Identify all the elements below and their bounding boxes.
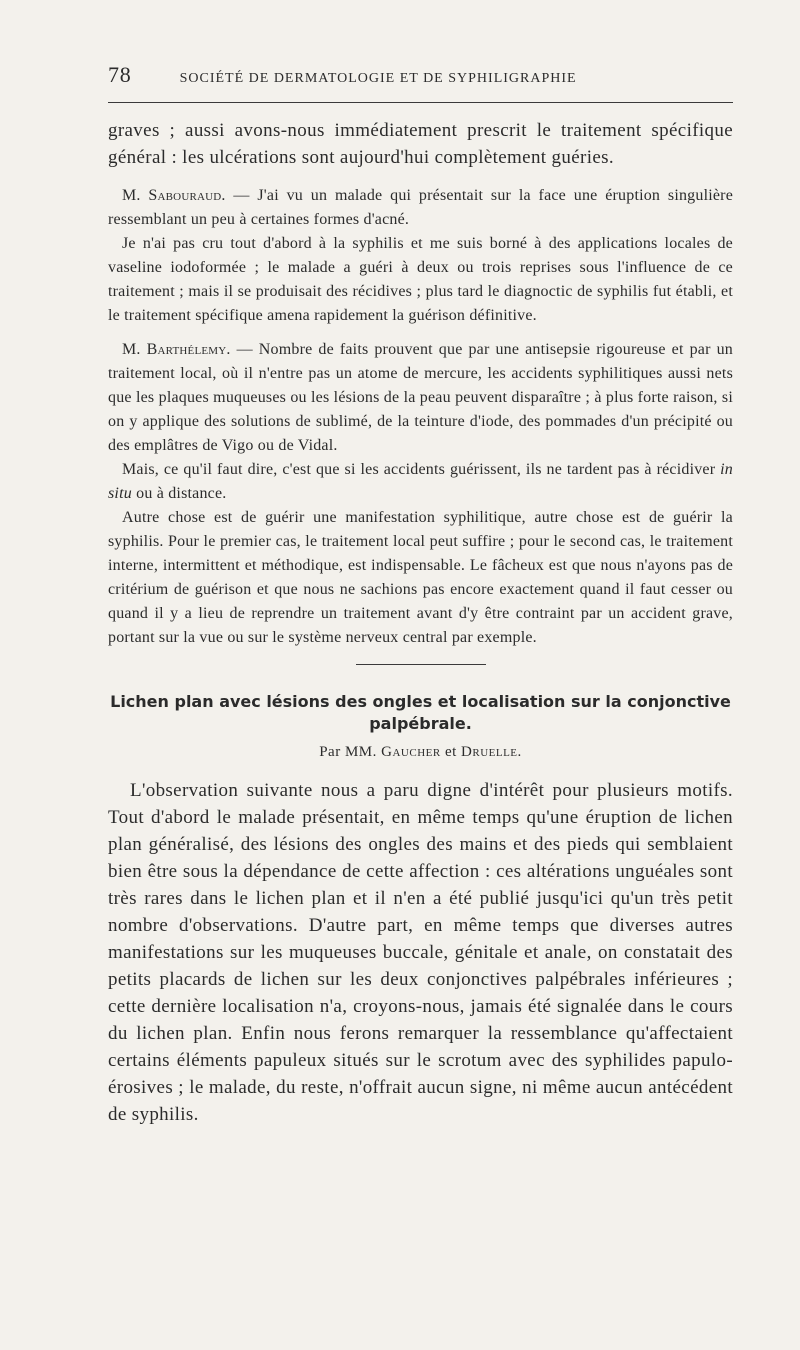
italic-in-situ: in situ xyxy=(108,461,733,502)
section-divider xyxy=(356,664,486,665)
intro-paragraph: graves ; aussi avons-nous immédiatement prescrit le traitement spécifique général : les ulcérations sont aujourd'hui complètement guéries. xyxy=(108,120,733,168)
authors-and: et xyxy=(440,744,462,760)
barthelemy-text-1: — Nombre de faits prouvent que par une antisepsie rigoureuse et par un traitement local, où il n'entre pas un atome de mercure, les accidents syphilitiques aussi nets que les plaques muqueuses ou les lésions de la peau peuvent disparaître ; à plus forte raison, si on y applique des solutions de sublimé, de la teinture d'iode, des pommades d'un précipité ou des emplâtres de Vigo ou de Vidal. xyxy=(108,341,733,454)
author-druelle: Druelle. xyxy=(461,744,522,760)
barthelemy-text-2a: Mais, ce qu'il faut dire, c'est que si les accidents guérissent, ils ne tardent pas à récidiver xyxy=(122,461,721,478)
article-title: Lichen plan avec lésions des ongles et localisation sur la conjonctive palpébrale. xyxy=(110,692,731,733)
article-body: L'observation suivante nous a paru digne d'intérêt pour plusieurs motifs. Tout d'abord le malade présentait, en même temps qu'une éruption de lichen plan généralisé, des lésions des ongles des mains et des pieds qui semblaient bien être sous la dépendance de cette affection : ces altérations unguéales sont très rares dans le lichen plan et il n'en a été publié jusqu'ici qu'un très petit nombre d'observations. D'autre part, en même temps que diverses autres manifestations sur les muqueuses buccale, génitale et anale, on constatait des petits placards de lichen sur les deux conjonctives palpébrales inférieures ; cette dernière localisation n'a, croyons-nous, jamais été signalée dans le cours du lichen plan. Enfin nous ferons remarquer la ressemblance qu'affectaient certains éléments papuleux situés sur le scrotum avec des syphilides papulo-érosives ; le malade, du reste, n'offrait aucun signe, ni même aucun antécédent de syphilis. xyxy=(108,780,733,1125)
page-header xyxy=(108,62,733,88)
running-title: SOCIÉTÉ DE DERMATOLOGIE ET DE SYPHILIGRAPHIE xyxy=(179,71,577,86)
document-page xyxy=(108,62,733,1128)
barthelemy-text-2b: ou à distance. xyxy=(131,485,227,502)
barthelemy-paragraph-1 xyxy=(108,338,733,458)
page-number: 78 xyxy=(108,62,132,87)
speaker-sabouraud: M. Sabouraud. xyxy=(122,187,226,204)
article-authors xyxy=(108,744,733,761)
authors-prefix: Par MM. xyxy=(319,744,382,760)
sabouraud-paragraph-1 xyxy=(108,184,733,232)
sabouraud-text-1: — J'ai vu un malade qui présentait sur la face une éruption singulière ressemblant un peu à certaines formes d'acné. xyxy=(108,187,733,228)
header-rule xyxy=(108,102,733,103)
speaker-barthelemy: M. Barthélemy. xyxy=(122,341,231,358)
barthelemy-paragraph-3: Autre chose est de guérir une manifestation syphilitique, autre chose est de guérir la syphilis. Pour le premier cas, le traitement local peut suffire ; pour le second cas, le traitement interne, intermittent et méthodique, est indispensable. Le fâcheux est que nous n'ayons pas de critérium de guérison et que nous ne sachions pas encore exactement quand il faut cesser ou quand il y a lieu de reprendre un traitement avant d'y être contraint par un accident grave, portant sur la vue ou sur le système nerveux central par exemple. xyxy=(108,509,733,646)
author-gaucher: Gaucher xyxy=(381,744,441,760)
barthelemy-paragraph-2 xyxy=(108,458,733,506)
sabouraud-paragraph-2: Je n'ai pas cru tout d'abord à la syphilis et me suis borné à des applications locales de vaseline iodoformée ; le malade a guéri à deux ou trois reprises sous l'influence de ce traitement ; mais il se produisait des récidives ; plus tard le diagnoctic de syphilis fut établi, et le traitement spécifique amena rapidement la guérison définitive. xyxy=(108,235,733,324)
